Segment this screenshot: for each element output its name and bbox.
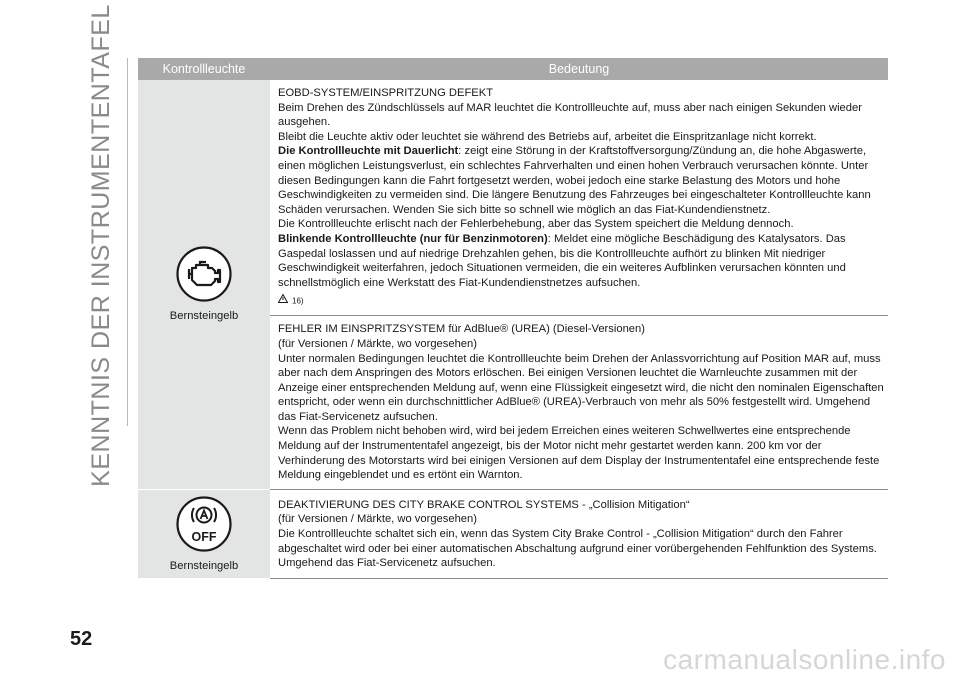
note-reference[interactable] — [278, 294, 884, 309]
meaning-cell — [270, 80, 888, 316]
paragraph: Bleibt die Leuchte aktiv oder leuchtet sie während des Betriebs auf, arbeitet die Einspritzanlage nicht korrekt. — [278, 130, 817, 143]
table-row — [138, 80, 888, 316]
engine-check-icon — [176, 246, 232, 307]
chapter-title-text: KENNTNIS DER INSTRUMENTENTAFEL — [86, 3, 115, 487]
note-reference-number: 16) — [292, 296, 304, 306]
meaning-cell — [270, 316, 888, 490]
warning-light-cell — [138, 489, 270, 578]
entry-title: EOBD-SYSTEM/EINSPRITZUNG DEFEKT — [278, 87, 494, 99]
paragraph-text: : zeigt eine Störung in der Kraftstoffversorgung/Zündung an, die hohe Abgaswerte, einen möglichen Leistungsverlust, ein schlechtes Fahrverhalten und einen hohen Verbrauch verursachen könnte. Unter diesen Bedingungen kann die Fahrt fortgesetzt werden, wobei jedoch eine starke Belastung des Motors und hohe Geschwindigkeiten zu vermeiden sind. Die längere Benutzung des Fahrzeuges bei eingeschalteter Kontrollleuchte kann Schäden verursachen. Wenden Sie sich bitte so schnell wie möglich an das Fiat-Kundendienstnetz. — [278, 145, 871, 216]
meaning-cell — [270, 489, 888, 578]
watermark: carmanualsonline.info — [663, 644, 946, 675]
paragraph: Unter normalen Bedingungen leuchtet die Kontrollleuchte beim Drehen der Anlassvorrichtung auf Position MAR auf, muss aber nach dem Anspringen des Motors erlöschen. Bei einigen Versionen leuchtet die Warnleuchte zusammen mit der Anzeige einer entsprechenden Meldung auf, wenn eine Flüssigkeit eingesetzt wird, die nicht den nominalen Eigenschaften entspricht, oder wenn ein durchschnittlicher AdBlue® (UREA)-Verbrauch von mehr als 50% festgestellt wird. Umgehend das Fiat-Servicenetz aufsuchen. — [278, 352, 884, 423]
light-color-label: Bernsteingelb — [169, 310, 239, 323]
light-color-label: Bernsteingelb — [169, 559, 239, 572]
chapter-divider — [127, 58, 128, 426]
paragraph: (für Versionen / Märkte, wo vorgesehen) — [278, 513, 477, 526]
paragraph-lead: Blinkende Kontrollleuchte (nur für Benzinmotoren) — [278, 232, 548, 245]
paragraph — [278, 232, 884, 290]
paragraph-text: : Meldet eine mögliche Beschädigung des Katalysators. Das Gaspedal loslassen und auf niedrige Drehzahlen gehen, bis die Kontrollleuchte aufhört zu blinken Mit niedriger Geschwindigkeit weiterfahren, jedoch Situationen vermeiden, die ein weiteres Aufblinken verursachen könnten und schnellstmöglich eine Werkstatt des Fiat-Kundendienstnetzes aufsuchen. — [278, 232, 846, 289]
city-brake-off-icon — [176, 496, 232, 557]
warning-triangle-icon — [278, 294, 288, 309]
column-header-light: Kontrollleuchte — [138, 58, 270, 80]
entry-title: FEHLER IM EINSPRITZSYSTEM für AdBlue® (UREA) (Diesel-Versionen) — [278, 323, 645, 336]
paragraph: Die Kontrollleuchte schaltet sich ein, wenn das System City Brake Control - „Collision Mitigation“ durch den Fahrer abgeschaltet wird oder bei einer automatischen Abschaltung aufgrund einer vorübergehenden Fehlfunktion des Systems. Umgehend das Fiat-Servicenetz aufsuchen. — [278, 528, 877, 570]
table-row — [138, 489, 888, 578]
table-header-row — [138, 58, 888, 80]
paragraph: (für Versionen / Märkte, wo vorgesehen) — [278, 337, 477, 350]
paragraph: Die Kontrollleuchte erlischt nach der Fehlerbehebung, aber das System speichert die Meldung dennoch. — [278, 218, 794, 231]
paragraph: Wenn das Problem nicht behoben wird, wird bei jedem Erreichen eines weiteren Schwellwertes eine entsprechende Meldung auf der Instrumententafel angezeigt, bis der Motor nicht mehr gestartet werden kann. 200 km vor der Verhinderung des Motorstarts wird bei einigen Versionen auf dem Display der Instrumententafel eine entsprechende feste Meldung eingeblendet und es ertönt ein Warnton. — [278, 425, 880, 482]
page-number: 52 — [70, 628, 93, 650]
column-header-meaning: Bedeutung — [270, 58, 888, 80]
warning-light-cell — [138, 80, 270, 489]
paragraph-lead: Die Kontrollleuchte mit Dauerlicht — [278, 145, 459, 158]
chapter-side-title — [84, 3, 118, 487]
paragraph — [278, 144, 884, 217]
paragraph: Beim Drehen des Zündschlüssels auf MAR leuchtet die Kontrollleuchte auf, muss aber nach einigen Sekunden wieder ausgehen. — [278, 101, 862, 129]
entry-title: DEAKTIVIERUNG DES CITY BRAKE CONTROL SYSTEMS - „Collision Mitigation“ — [278, 498, 690, 511]
warning-light-table — [138, 58, 888, 579]
off-label: OFF — [191, 529, 217, 544]
